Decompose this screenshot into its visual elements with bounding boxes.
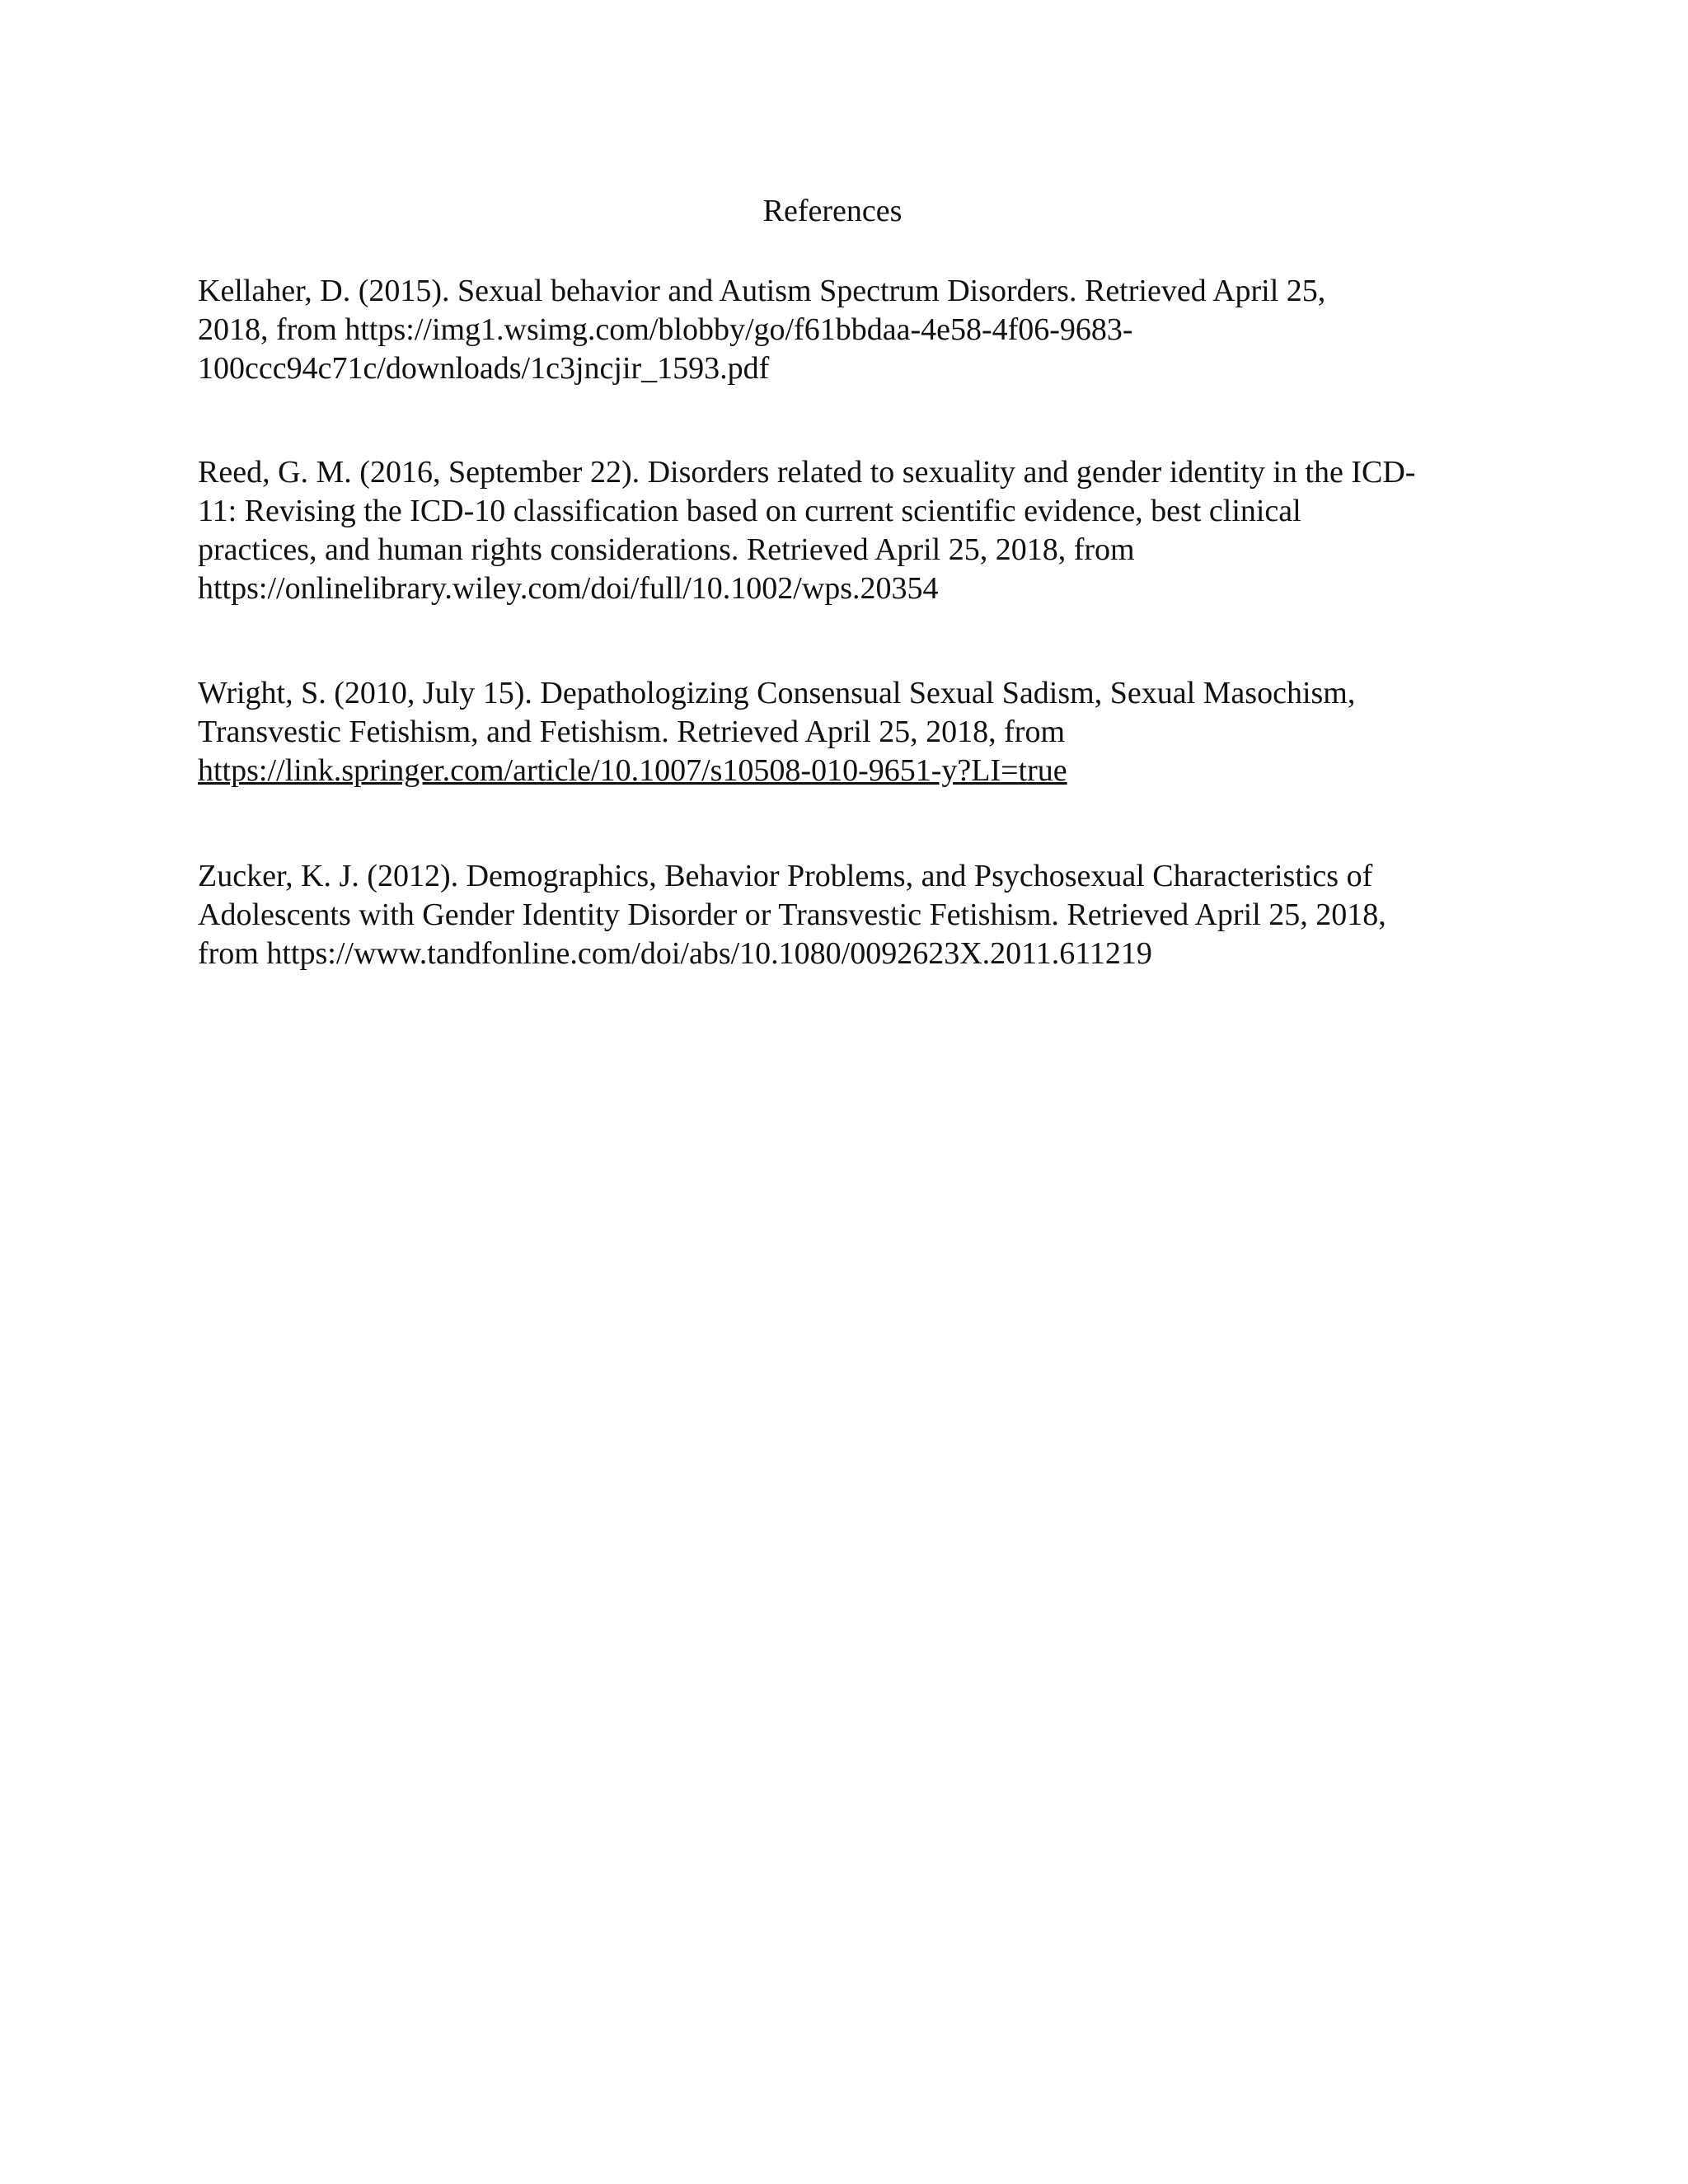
reference-link-line [198, 752, 1484, 790]
reference-line: practices, and human rights considerations. Retrieved April 25, 2018, from [198, 532, 1135, 567]
reference-line: Adolescents with Gender Identity Disorder or Transvestic Fetishism. Retrieved April 25, 2018, [198, 898, 1386, 932]
reference-line: Kellaher, D. (2015). Sexual behavior and Autism Spectrum Disorders. Retrieved April 25, [198, 274, 1326, 308]
page-heading: References [762, 194, 903, 228]
reference-line: Reed, G. M. (2016, September 22). Disorders related to sexuality and gender identity in the ICD- [198, 455, 1416, 490]
reference-line: from https://www.tandfonline.com/doi/abs/10.1080/0092623X.2011.611219 [198, 936, 1152, 971]
reference-link[interactable]: https://link.springer.com/article/10.1007/s10508-010-9651-y?LI=true [198, 753, 1067, 788]
reference-entry [198, 272, 1484, 388]
reference-entry [198, 857, 1484, 973]
reference-line: Zucker, K. J. (2012). Demographics, Behavior Problems, and Psychosexual Characteristics of [198, 859, 1373, 893]
reference-entry [198, 453, 1484, 608]
reference-line: Wright, S. (2010, July 15). Depathologizing Consensual Sexual Sadism, Sexual Masochism, [198, 676, 1356, 710]
reference-entry [198, 674, 1484, 790]
reference-line: https://onlinelibrary.wiley.com/doi/full/10.1002/wps.20354 [198, 571, 939, 606]
reference-line: 11: Revising the ICD-10 classification based on current scientific evidence, best clinical [198, 494, 1301, 528]
reference-line: 100ccc94c71c/downloads/1c3jncjir_1593.pdf [198, 351, 770, 386]
reference-line: 2018, from https://img1.wsimg.com/blobby/go/f61bbdaa-4e58-4f06-9683- [198, 312, 1133, 347]
reference-line: Transvestic Fetishism, and Fetishism. Retrieved April 25, 2018, from [198, 715, 1065, 749]
